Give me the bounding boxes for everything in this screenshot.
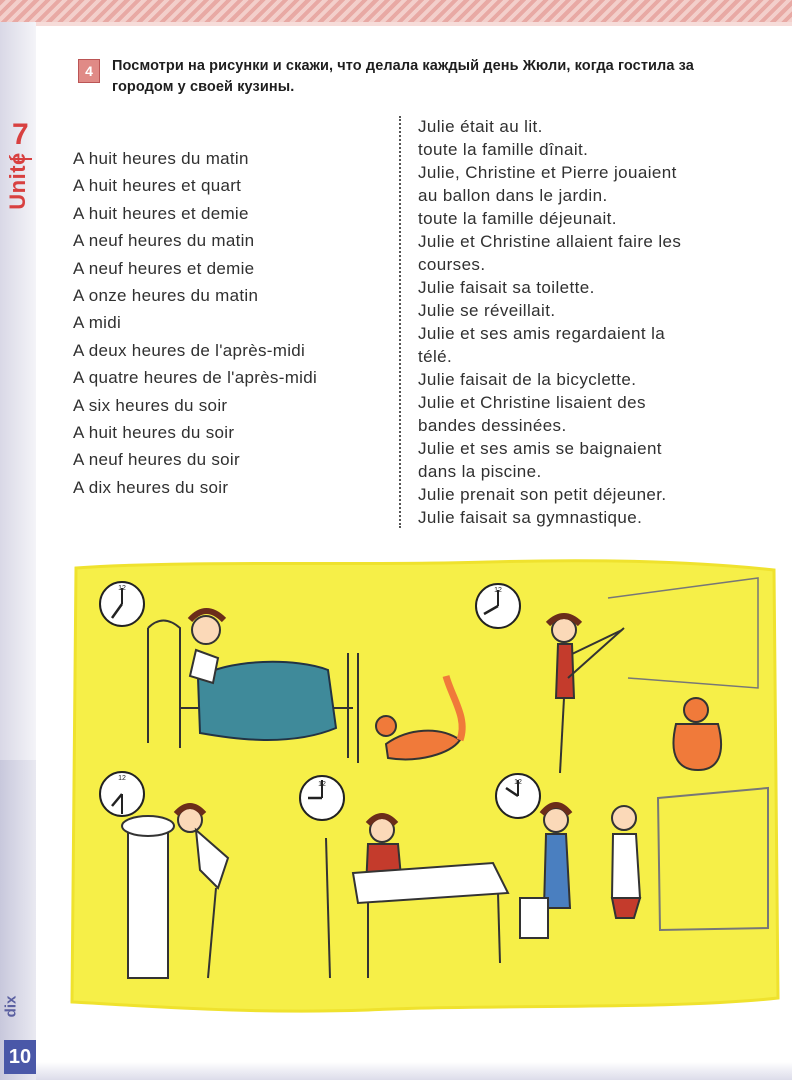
unit-label: Unité (5, 152, 30, 210)
time-item: A onze heures du matin (73, 285, 259, 305)
yellow-background (72, 561, 778, 1011)
phrase-line: Julie et ses amis regardaient la (418, 324, 666, 343)
phrase-line: Julie était au lit. (418, 117, 543, 136)
phrase-line: Julie faisait sa gymnastique. (418, 508, 643, 527)
time-item: A quatre heures de l'après-midi (73, 368, 318, 388)
unit-marker (4, 118, 34, 230)
exercise-instruction: Посмотри на рисунки и скажи, что делала каждый день Жюли, когда гостила за городом у своей кузины. (112, 58, 694, 95)
phrase-line: Julie prenait son petit déjeuner. (418, 485, 667, 504)
phrase-line: télé. (418, 347, 453, 366)
page-number-word: dix (2, 995, 20, 1018)
clock-icon (100, 582, 144, 626)
time-list (73, 145, 317, 501)
phrase-line: Julie, Christine et Pierre jouaient (418, 163, 677, 182)
clock-numeral: 12 (494, 587, 502, 594)
phrase-list (418, 115, 768, 529)
time-item: A huit heures du soir (73, 422, 235, 442)
time-item: A midi (73, 313, 122, 333)
time-item: A neuf heures du matin (73, 231, 255, 251)
column-divider (399, 116, 401, 528)
phrase-line: toute la famille dînait. (418, 140, 589, 159)
clock-icon (300, 776, 344, 820)
clock-numeral: 12 (318, 781, 326, 788)
phrase-line: Julie et Christine lisaient des (418, 393, 646, 412)
phrase-line: courses. (418, 255, 486, 274)
clock-numeral: 12 (514, 779, 522, 786)
clock-numeral: 12 (118, 775, 126, 782)
girl-head (192, 616, 220, 644)
phrase-line: Julie se réveillait. (418, 301, 556, 320)
phrase-line: au ballon dans le jardin. (418, 186, 608, 205)
time-item: A dix heures du soir (73, 477, 229, 497)
phrase-line: Julie et ses amis se baignaient (418, 439, 662, 458)
time-item: A neuf heures du soir (73, 450, 240, 470)
time-item: A huit heures et quart (73, 176, 242, 196)
page-number: 10 (4, 1040, 36, 1074)
unit-number: 7 (12, 118, 29, 151)
time-item: A huit heures et demie (73, 203, 249, 223)
left-margin-band-lower (0, 760, 36, 1080)
phrase-line: toute la famille déjeunait. (418, 209, 617, 228)
clock-icon (100, 772, 144, 816)
blanket (198, 662, 336, 740)
clock-numeral: 12 (118, 585, 126, 592)
top-decorative-band (0, 0, 792, 22)
phrase-line: Julie et Christine allaient faire les (418, 232, 682, 251)
clock-icon (496, 774, 540, 818)
illustration-drawing (68, 558, 780, 1018)
bottom-decorative-band (36, 1062, 792, 1080)
exercise-number-badge: 4 (78, 59, 100, 83)
clock-icon (476, 584, 520, 628)
time-item: A deux heures de l'après-midi (73, 340, 306, 360)
phrase-line: dans la piscine. (418, 462, 542, 481)
time-item: A huit heures du matin (73, 149, 249, 168)
illustration-panel (68, 558, 780, 1018)
time-item: A neuf heures et demie (73, 258, 255, 278)
phrase-line: Julie faisait sa toilette. (418, 278, 595, 297)
time-item: A six heures du soir (73, 395, 228, 415)
phrase-line: Julie faisait de la bicyclette. (418, 370, 637, 389)
phrase-line: bandes dessinées. (418, 416, 567, 435)
